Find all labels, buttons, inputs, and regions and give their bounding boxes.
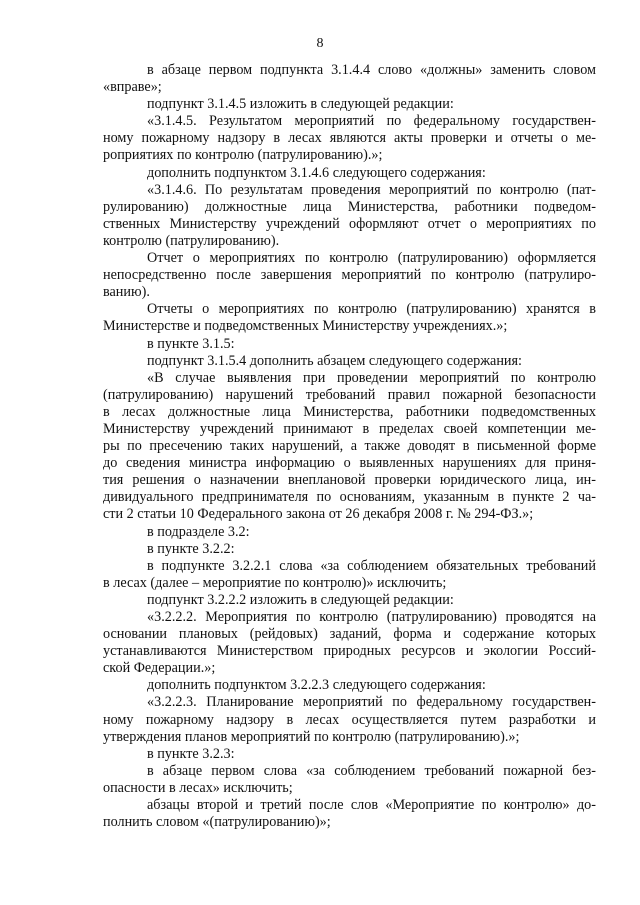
text-line: ванию). [103,284,150,301]
paragraph [103,336,596,353]
text-line: в абзаце первом подпункта 3.1.4.4 слово «должны» заменить словом [147,62,596,78]
text-line: дополнить подпунктом 3.2.2.3 следующего содержания: [147,677,486,694]
text-line: «3.1.4.6. По результатам проведения мероприятий по контролю (пат- [147,181,596,198]
text-line: подпункт 3.2.2.2 изложить в следующей редакции: [147,591,454,608]
text-line: в подпункте 3.2.2.1 слова «за соблюдением обязательных требований [147,557,596,574]
text-line: ному пожарному надзору в лесах осуществляется путем разработки и [103,711,596,728]
text-line: непосредственно после завершения мероприятий по контролю (патрулиро- [103,267,596,284]
paragraph [103,592,596,609]
text-line: ской Федерации.»; [103,660,216,677]
paragraph [103,797,596,831]
paragraph [103,165,596,182]
paragraph [103,609,596,677]
text-line: основании плановых (рейдовых) заданий, форма и содержание которых [103,626,596,643]
paragraph [103,62,596,96]
text-line: Отчет о мероприятиях по контролю (патрулированию) оформляется [147,250,596,267]
text-line: в пункте 3.2.2: [147,540,235,557]
document-body [103,62,596,831]
text-line: до сведения министра информацию о выявленных нарушениях для приня- [103,455,596,472]
text-line: в пункте 3.1.5: [147,335,235,352]
text-line: контролю (патрулированию). [103,232,280,249]
paragraph [103,113,596,164]
text-line: Отчеты о мероприятиях по контролю (патрулированию) хранятся в [147,301,596,318]
text-line: Министерству учреждений принимают в пределах своей компетенции ме- [103,420,596,437]
text-line: «В случае выявления при проведении мероприятий по контролю [147,369,596,386]
text-line: опасности в лесах» исключить; [103,779,293,796]
paragraph [103,694,596,745]
text-line: утверждения планов мероприятий по контролю (патрулированию).»; [103,728,520,745]
text-line: устанавливаются Министерством природных ресурсов и экологии Россий- [103,643,596,660]
page-number: 8 [316,36,324,51]
text-line: дополнить подпунктом 3.1.4.6 следующего содержания: [147,164,486,181]
text-line: ному пожарному надзору в лесах являются акты проверки и отчеты о ме- [103,130,596,147]
paragraph [103,353,596,370]
paragraph [103,250,596,301]
text-line: подпункт 3.1.4.5 изложить в следующей редакции: [147,96,454,113]
paragraph [103,301,596,335]
text-line: дивидуального предпринимателя по основаниям, указанным в пункте 2 ча- [103,489,596,506]
paragraph [103,524,596,541]
text-line: в подразделе 3.2: [147,523,250,540]
text-line: рулированию) должностные лица Министерства, работники подведом- [103,198,596,215]
text-line: «3.2.2.3. Планирование мероприятий по федеральному государствен- [147,694,596,711]
text-line: ры по пресечению таких нарушений, а также доводят в письменной форме [103,438,596,455]
paragraph [103,746,596,763]
paragraph [103,96,596,113]
text-line: (патрулированию) нарушений требований правил пожарной безопасности [103,386,596,403]
text-line: роприятиях по контролю (патрулированию).»; [103,147,383,164]
text-line: сти 2 статьи 10 Федерального закона от 26 декабря 2008 г. № 294-ФЗ.»; [103,506,534,523]
text-line: «3.2.2.2. Мероприятия по контролю (патрулированию) проводятся на [147,609,596,625]
paragraph [103,677,596,694]
text-line: полнить словом «(патрулированию)»; [103,814,331,831]
text-line: «3.1.4.5. Результатом мероприятий по федеральному государствен- [147,113,596,130]
text-line: Министерстве и подведомственных Министерству учреждениях.»; [103,318,508,335]
text-line: «вправе»; [103,79,162,96]
text-line: абзацы второй и третий после слов «Мероприятие по контролю» до- [147,797,596,814]
text-line: в абзаце первом слова «за соблюдением требований пожарной без- [147,762,596,779]
paragraph [103,541,596,558]
text-line: ственных Министерству учреждений оформляют отчет о мероприятиях по [103,215,596,232]
paragraph [103,370,596,524]
text-line: в лесах (далее – мероприятие по контролю)» исключить; [103,574,447,591]
text-line: тия решения о назначении внеплановой проверки юридического лица, ин- [103,472,596,489]
paragraph [103,182,596,250]
text-line: подпункт 3.1.5.4 дополнить абзацем следующего содержания: [147,352,522,369]
paragraph [103,763,596,797]
text-line: в лесах должностные лица Министерства, работники подведомственных [103,403,596,420]
text-line: в пункте 3.2.3: [147,745,235,762]
paragraph [103,558,596,592]
